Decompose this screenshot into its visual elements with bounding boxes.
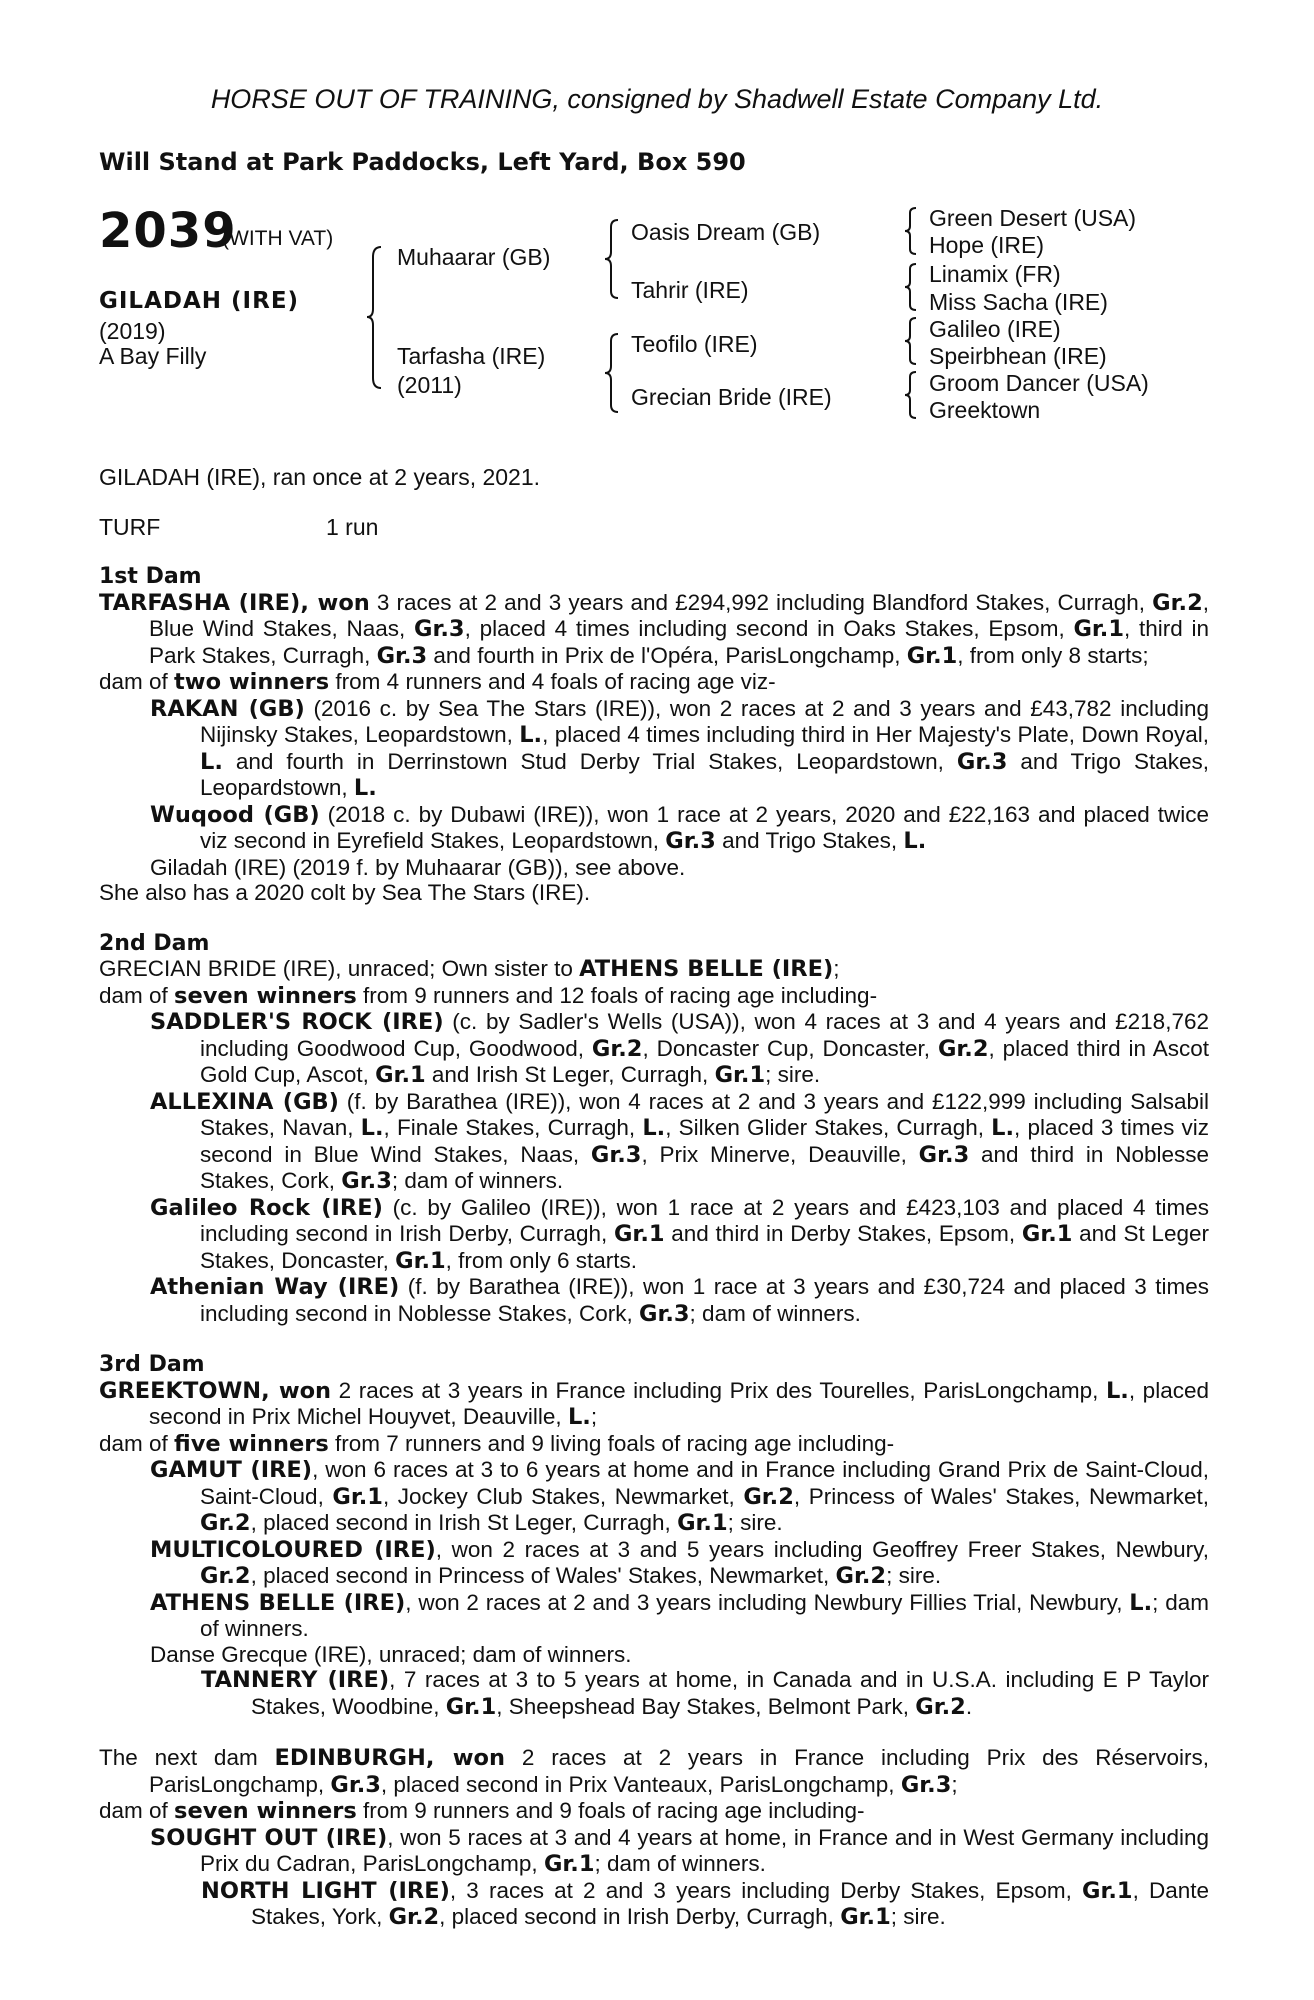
pedigree-brace-gg2: [903, 262, 919, 312]
pedigree-brace-gg3: [903, 316, 919, 366]
pedigree-brace-gg4: [903, 370, 919, 420]
first-dam-note: She also has a 2020 colt by Sea The Stars (IRE).: [99, 880, 591, 905]
pedigree-dam: Tarfasha (IRE): [397, 343, 546, 369]
pedigree-ggp-4: Miss Sacha (IRE): [929, 289, 1108, 315]
next-dam-produce-summary: dam of seven winners from 9 runners and 9 foals of racing age including-: [99, 1798, 865, 1824]
pedigree-ggp-2: Hope (IRE): [929, 232, 1045, 258]
pedigree-ggp-6: Speirbhean (IRE): [929, 343, 1107, 369]
horse-year: (2019): [99, 318, 166, 344]
first-dam-paragraph: TARFASHA (IRE), won 3 races at 2 and 3 years and £294,992 including Blandford Stakes, Curragh, Gr.2, Blue Wind Stakes, Naas, Gr.3, placed 4 times including second in Oaks Stakes, Epsom, Gr.1, third in Park Stakes, Curragh, Gr.3 and fourth in Prix de l'Opéra, ParisLongchamp, Gr.1, from only 8 starts;: [99, 589, 1209, 669]
pedigree-ggp-1: Green Desert (USA): [929, 205, 1137, 231]
third-dam-foal-danse-grecque: Danse Grecque (IRE), unraced; dam of winners.: [150, 1641, 632, 1667]
second-dam-foal-athenian-way: Athenian Way (IRE) (f. by Barathea (IRE)), won 1 race at 3 years and £30,724 and placed 3 times including second in Noblesse Stakes, Cork, Gr.3; dam of winners.: [150, 1274, 1209, 1327]
lot-number: 2039: [99, 203, 237, 259]
first-dam-foal-rakan: RAKAN (GB) (2016 c. by Sea The Stars (IRE)), won 2 races at 2 and 3 years and £43,782 including Nijinsky Stakes, Leopardstown, L., placed 4 times including third in Her Majesty's Plate, Down Royal, L. and fourth in Derrinstown Stud Derby Trial Stakes, Leopardstown, Gr.3 and Trigo Stakes, Leopardstown, L.: [150, 695, 1210, 801]
run-count: 1 run: [326, 514, 379, 540]
page-header: HORSE OUT OF TRAINING, consigned by Shadwell Estate Company Ltd.: [210, 84, 1104, 114]
first-dam-produce-summary: dam of two winners from 4 runners and 4 foals of racing age viz-: [99, 669, 776, 695]
pedigree-ggp-3: Linamix (FR): [929, 261, 1061, 287]
pedigree-brace-main: [365, 245, 385, 390]
third-dam-produce-summary: dam of five winners from 7 runners and 9 living foals of racing age including-: [99, 1430, 895, 1457]
location-line: Will Stand at Park Paddocks, Left Yard, Box 590: [99, 148, 746, 176]
second-dam-foal-galileo-rock: Galileo Rock (IRE) (c. by Galileo (IRE)), won 1 race at 2 years and £423,103 and placed 4 times including second in Irish Derby, Curragh, Gr.1 and third in Derby Stakes, Epsom, Gr.1 and St Leger Stakes, Doncaster, Gr.1, from only 6 starts.: [150, 1194, 1210, 1274]
second-dam-foal-allexina: ALLEXINA (GB) (f. by Barathea (IRE)), won 4 races at 2 and 3 years and £122,999 including Salsabil Stakes, Navan, L., Finale Stakes, Curragh, L., Silken Glider Stakes, Curragh, L., placed 3 times viz second in Blue Wind Stakes, Naas, Gr.3, Prix Minerve, Deauville, Gr.3 and third in Noblesse Stakes, Cork, Gr.3; dam of winners.: [150, 1088, 1209, 1194]
first-dam-foal-giladah: Giladah (IRE) (2019 f. by Muhaarar (GB)), see above.: [150, 854, 686, 880]
pedigree-ggp-7: Groom Dancer (USA): [929, 370, 1149, 396]
pedigree-brace-gg1: [903, 206, 919, 256]
next-dam-foal-sought-out: SOUGHT OUT (IRE), won 5 races at 3 and 4 years at home, in France and in West Germany including Prix du Cadran, ParisLongchamp, Gr.1; dam of winners.: [150, 1824, 1210, 1877]
second-dam-produce-summary: dam of seven winners from 9 runners and 12 foals of racing age including-: [99, 982, 878, 1009]
horse-name: GILADAH (IRE): [99, 288, 300, 314]
pedigree-sire-sire: Oasis Dream (GB): [631, 219, 821, 245]
produce-record: [99, 564, 1209, 1931]
pedigree-sire-dam: Tahrir (IRE): [631, 277, 749, 303]
pedigree-sire: Muhaarar (GB): [397, 244, 551, 270]
race-record: GILADAH (IRE), ran once at 2 years, 2021.: [99, 464, 541, 490]
pedigree-ggp-8: Greektown: [929, 397, 1041, 423]
third-dam-foal-athens-belle: ATHENS BELLE (IRE), won 2 races at 2 and 3 years including Newbury Fillies Trial, Newbury, L.; dam of winners.: [150, 1589, 1209, 1641]
third-dam-foal-multicoloured: MULTICOLOURED (IRE), won 2 races at 3 and 5 years including Geoffrey Freer Stakes, Newbury, Gr.2, placed second in Princess of Wales' Stakes, Newmarket, Gr.2; sire.: [150, 1536, 1209, 1589]
pedigree-brace-dam: [602, 332, 622, 414]
vat-note: (WITH VAT): [222, 227, 334, 250]
next-dam-grandfoal-north-light: NORTH LIGHT (IRE), 3 races at 2 and 3 years including Derby Stakes, Epsom, Gr.1, Dante Stakes, York, Gr.2, placed second in Irish Derby, Curragh, Gr.1; sire.: [201, 1877, 1210, 1930]
third-dam-foal-gamut: GAMUT (IRE), won 6 races at 3 to 6 years at home and in France including Grand Prix de Saint-Cloud, Saint-Cloud, Gr.1, Jockey Club Stakes, Newmarket, Gr.2, Princess of Wales' Stakes, Newmarket, Gr.2, placed second in Irish St Leger, Curragh, Gr.1; sire.: [150, 1457, 1209, 1536]
third-dam-grandfoal-tannery: TANNERY (IRE), 7 races at 3 to 5 years at home, in Canada and in U.S.A. including E P Taylor Stakes, Woodbine, Gr.1, Sheepshead Bay Stakes, Belmont Park, Gr.2.: [201, 1667, 1209, 1720]
pedigree-ggp-5: Galileo (IRE): [929, 316, 1061, 342]
second-dam-paragraph: GRECIAN BRIDE (IRE), unraced; Own sister to ATHENS BELLE (IRE);: [99, 956, 840, 982]
pedigree-dam-sire: Teofilo (IRE): [631, 331, 758, 357]
horse-description: A Bay Filly: [99, 343, 207, 369]
next-dam-paragraph: The next dam EDINBURGH, won 2 races at 2 years in France including Prix des Réservoirs, ParisLongchamp, Gr.3, placed second in Prix Vanteaux, ParisLongchamp, Gr.3;: [99, 1745, 1210, 1798]
pedigree-dam-dam: Grecian Bride (IRE): [631, 384, 832, 410]
pedigree-dam-year: (2011): [397, 372, 462, 398]
first-dam-foal-wuqood: Wuqood (GB) (2018 c. by Dubawi (IRE)), won 1 race at 2 years, 2020 and £22,163 and placed twice viz second in Eyrefield Stakes, Leopardstown, Gr.3 and Trigo Stakes, L.: [150, 801, 1210, 854]
surface-label: TURF: [99, 514, 161, 540]
pedigree-brace-sire: [602, 218, 622, 300]
first-dam-title: 1st Dam: [99, 564, 202, 589]
second-dam-foal-saddlers-rock: SADDLER'S ROCK (IRE) (c. by Sadler's Wells (USA)), won 4 races at 3 and 4 years and £218,762 including Goodwood Cup, Goodwood, Gr.2, Doncaster Cup, Doncaster, Gr.2, placed third in Ascot Gold Cup, Ascot, Gr.1 and Irish St Leger, Curragh, Gr.1; sire.: [150, 1009, 1210, 1088]
second-dam-title: 2nd Dam: [99, 930, 210, 956]
third-dam-title: 3rd Dam: [99, 1352, 205, 1377]
third-dam-paragraph: GREEKTOWN, won 2 races at 3 years in France including Prix des Tourelles, ParisLongchamp, L., placed second in Prix Michel Houyvet, Deauville, L.;: [99, 1377, 1209, 1430]
